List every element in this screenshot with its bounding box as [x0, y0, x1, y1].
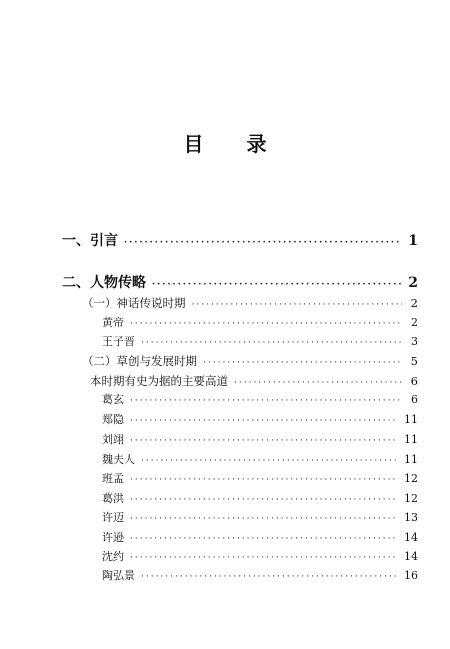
toc-entry-item[interactable] [102, 411, 418, 429]
toc-entry-page: 3 [411, 335, 418, 348]
toc-entry-page: 11 [404, 453, 418, 466]
toc-entry-label: 郑隐 [102, 413, 124, 426]
toc-entry-subheading[interactable] [90, 372, 418, 390]
leader-dots [141, 334, 402, 352]
leader-dots [130, 510, 398, 528]
leader-dots [130, 392, 402, 410]
toc-entry-page: 14 [404, 531, 418, 544]
toc-entry-label: 陶弘景 [102, 569, 135, 582]
toc-entry-label: 沈约 [102, 550, 124, 563]
toc-entry-page: 14 [404, 550, 418, 563]
toc-entry-label: 一、引言 [62, 233, 118, 249]
toc-entry-item[interactable] [102, 548, 418, 566]
toc-title: 目 录 [183, 132, 285, 156]
toc-entry-label: 本时期有史为据的主要高道 [90, 374, 228, 388]
toc-entry-item[interactable] [102, 333, 418, 351]
leader-dots [130, 432, 398, 450]
toc-entry-page: 11 [404, 433, 418, 446]
toc-entry-page: 2 [411, 316, 418, 329]
toc-entry-label: 黄帝 [102, 316, 124, 329]
toc-entry-biographies[interactable] [62, 274, 418, 292]
leader-dots [152, 276, 402, 294]
toc-entry-label: （二）草创与发展时期 [82, 354, 197, 368]
toc-entry-intro[interactable] [62, 232, 418, 250]
toc-entry-page: 12 [404, 492, 418, 505]
leader-dots [130, 315, 402, 333]
toc-entry-label: 许逊 [102, 531, 124, 544]
leader-dots [192, 296, 403, 314]
leader-dots [141, 452, 398, 470]
leader-dots [141, 568, 398, 586]
toc-entry-page: 11 [404, 413, 418, 426]
toc-entry-label: 许迈 [102, 511, 124, 524]
leader-dots [124, 234, 402, 252]
toc-entry-item[interactable] [102, 451, 418, 469]
toc-entry-item[interactable] [102, 509, 418, 527]
toc-entry-label: 葛玄 [102, 393, 124, 406]
toc-entry-section-1[interactable] [82, 294, 418, 312]
toc-entry-page: 13 [404, 511, 418, 524]
toc-entry-page: 2 [408, 275, 418, 291]
leader-dots [234, 374, 402, 392]
toc-entry-label: 班孟 [102, 472, 124, 485]
toc-entry-item[interactable] [102, 567, 418, 585]
toc-entry-page: 1 [408, 233, 418, 249]
leader-dots [130, 412, 398, 430]
toc-entry-page: 5 [410, 354, 418, 368]
toc-entry-page: 12 [404, 472, 418, 485]
toc-entry-item[interactable] [102, 391, 418, 409]
toc-entry-item[interactable] [102, 470, 418, 488]
leader-dots [203, 354, 402, 372]
toc-entry-page: 16 [404, 569, 418, 582]
leader-dots [130, 549, 398, 567]
toc-entry-item[interactable] [102, 529, 418, 547]
toc-entry-label: 葛洪 [102, 492, 124, 505]
toc-entry-item[interactable] [102, 490, 418, 508]
leader-dots [130, 471, 398, 489]
leader-dots [130, 530, 398, 548]
toc-entry-label: 王子晋 [102, 335, 135, 348]
toc-entry-page: 2 [410, 296, 418, 310]
toc-entry-page: 6 [410, 374, 418, 388]
toc-entry-page: 6 [411, 393, 418, 406]
toc-entry-item[interactable] [102, 314, 418, 332]
leader-dots [130, 491, 398, 509]
toc-entry-label: 二、人物传略 [62, 275, 146, 291]
toc-entry-label: （一）神话传说时期 [82, 296, 186, 310]
toc-entry-label: 魏夫人 [102, 453, 135, 466]
toc-entry-label: 刘翊 [102, 433, 124, 446]
toc-entry-section-2[interactable] [82, 352, 418, 370]
toc-entry-item[interactable] [102, 431, 418, 449]
